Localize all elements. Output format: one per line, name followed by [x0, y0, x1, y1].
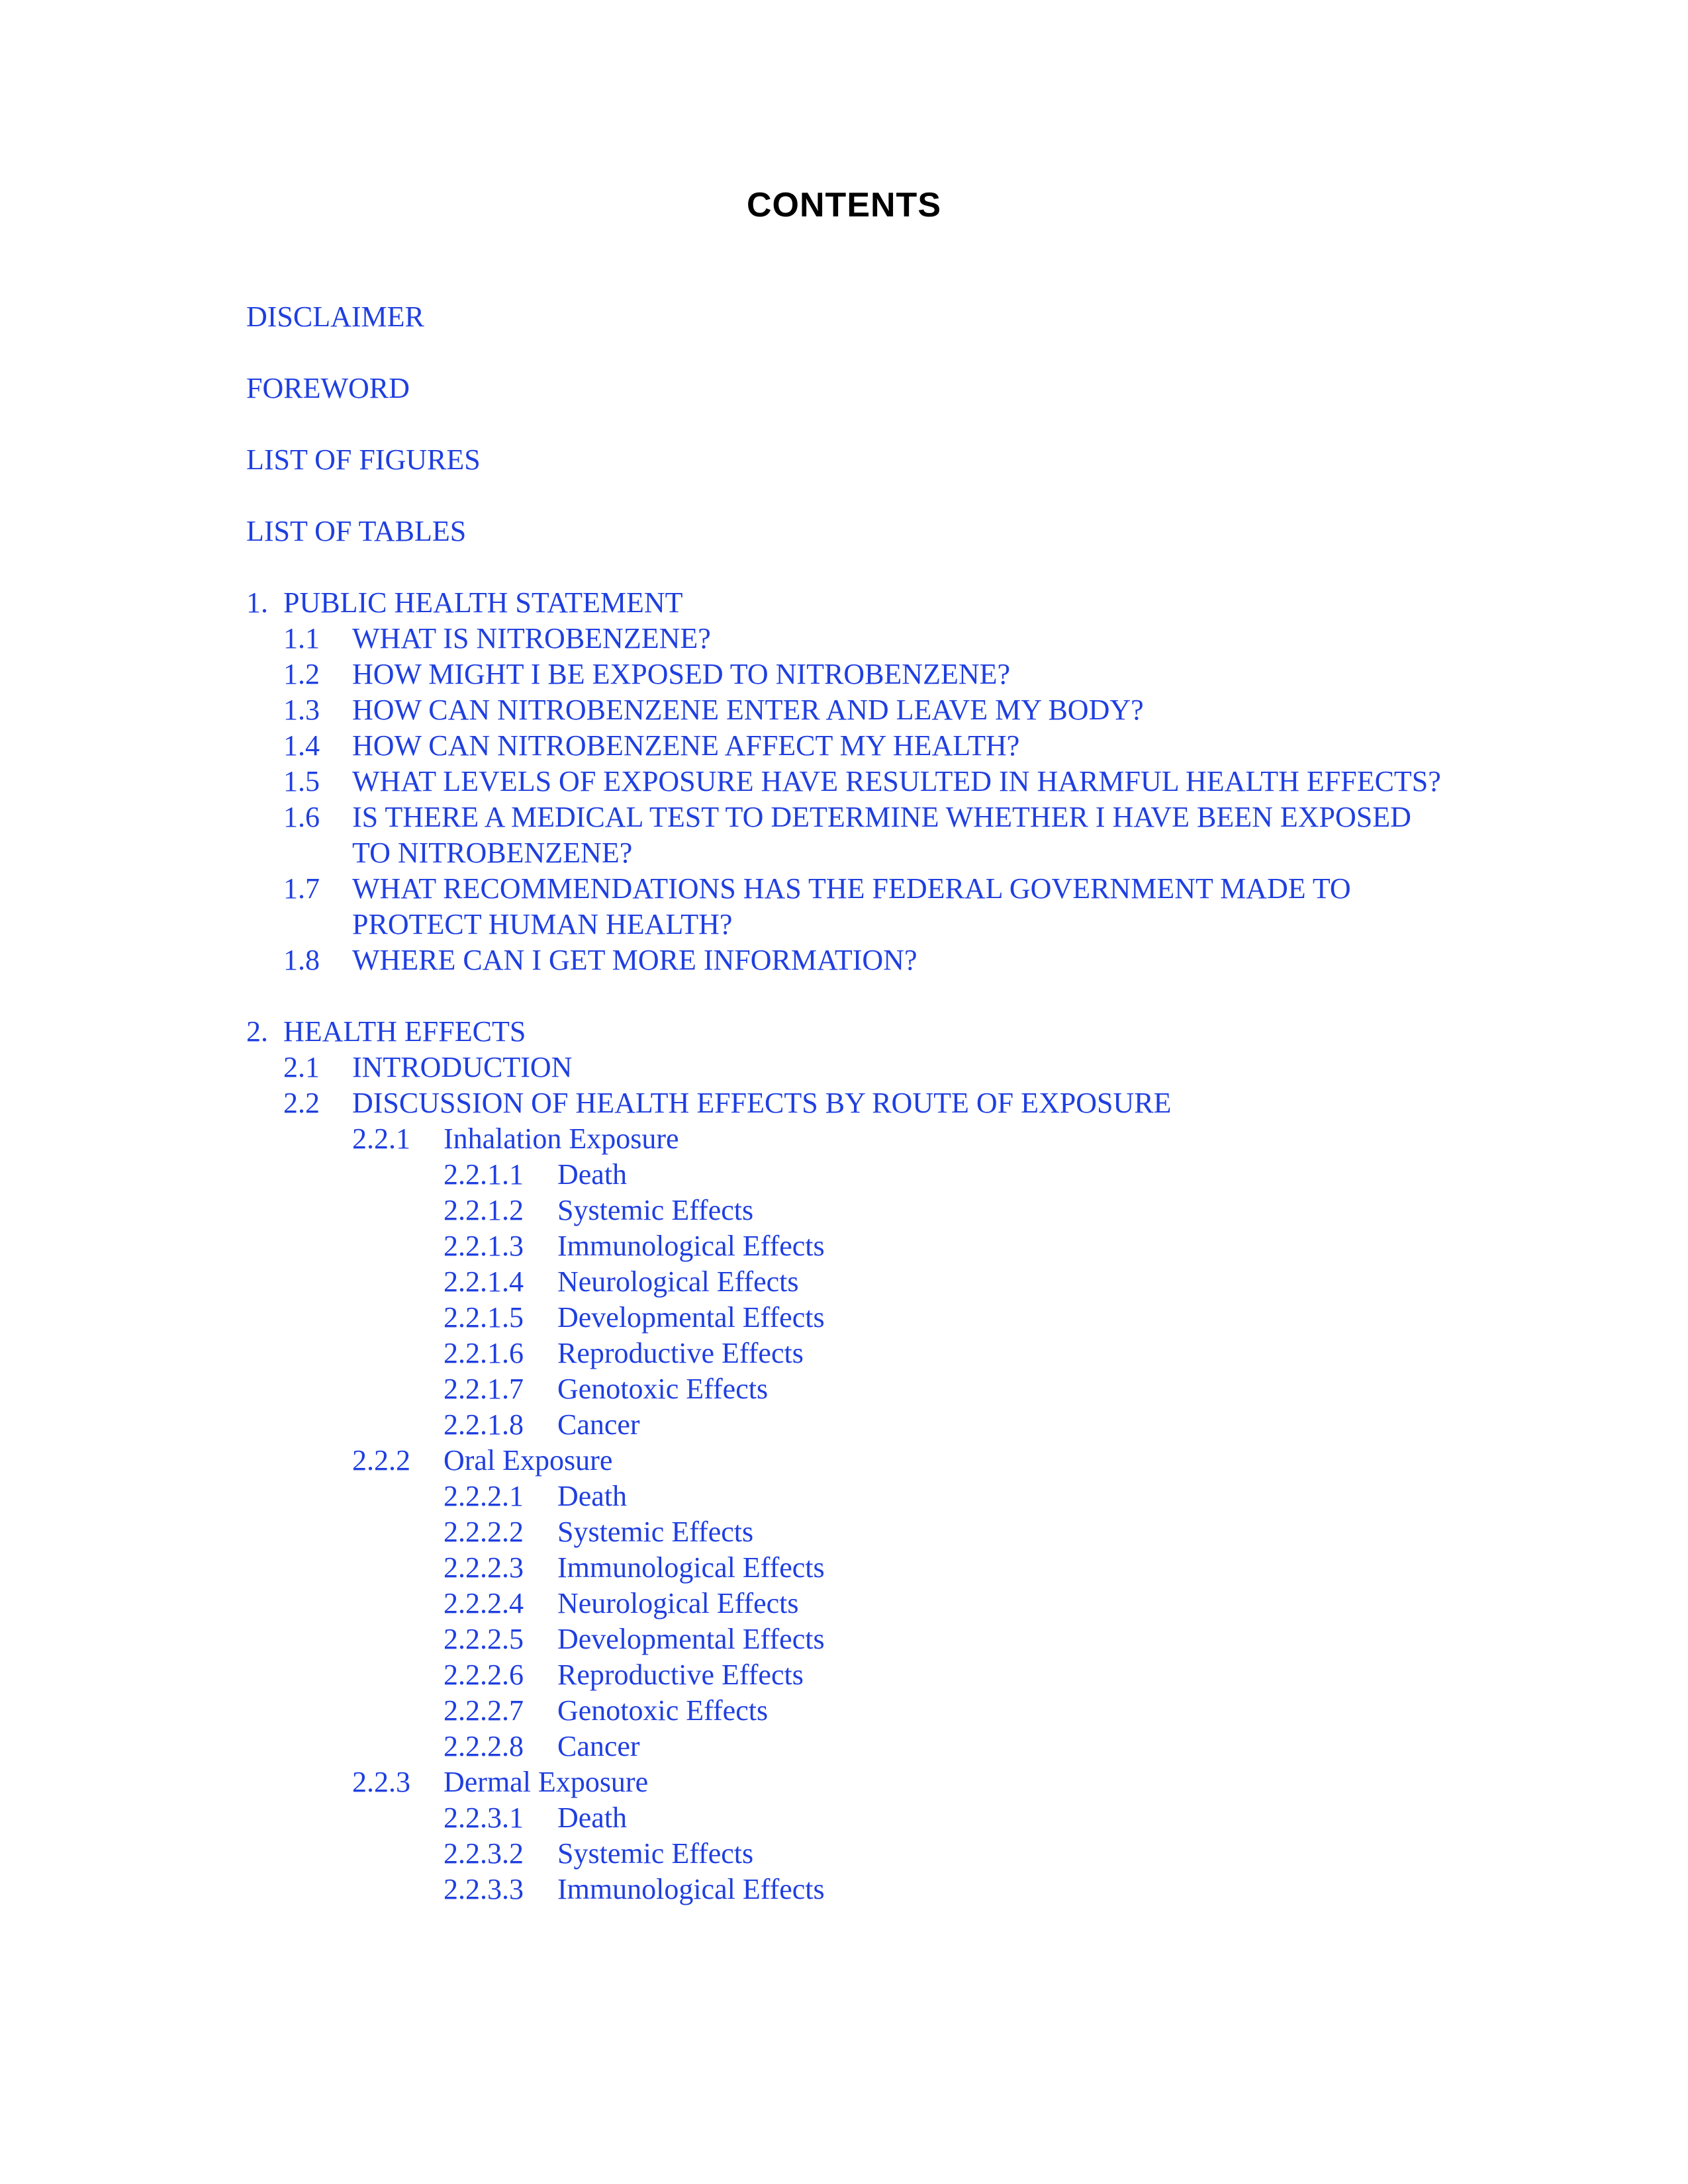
- toc-number: 2.2.1.3: [444, 1230, 524, 1262]
- toc-number: 1.8: [283, 944, 320, 976]
- toc-label: HEALTH EFFECTS: [283, 1015, 526, 1048]
- toc-number: 2.2.2.4: [444, 1587, 524, 1619]
- toc-label: Immunological Effects: [557, 1873, 825, 1905]
- toc-label: HOW MIGHT I BE EXPOSED TO NITROBENZENE?: [352, 658, 1011, 690]
- toc-item-2-2-1-7[interactable]: [246, 1371, 1451, 1407]
- toc-item-2-2-2-7[interactable]: [246, 1693, 1451, 1729]
- toc-label: Neurological Effects: [557, 1265, 799, 1298]
- toc-number: 2.2.1.8: [444, 1408, 524, 1441]
- toc-label: Dermal Exposure: [444, 1766, 649, 1798]
- toc-label: Neurological Effects: [557, 1587, 799, 1619]
- toc-label: Death: [557, 1480, 628, 1512]
- toc-number: 2.2.2: [352, 1444, 410, 1477]
- toc-label: FOREWORD: [246, 372, 410, 404]
- spacer: [246, 478, 1451, 514]
- toc-chapter-1[interactable]: [246, 585, 1451, 621]
- toc-label: Systemic Effects: [557, 1837, 754, 1870]
- toc-label: Cancer: [557, 1730, 640, 1762]
- toc-item-2-2-1-6[interactable]: [246, 1336, 1451, 1371]
- toc-number: 2.2.2.8: [444, 1730, 524, 1762]
- toc-section-1-8[interactable]: [246, 942, 1451, 978]
- toc-chapter-2[interactable]: [246, 1014, 1451, 1050]
- toc-number: 1.7: [283, 872, 320, 905]
- toc-section-1-2[interactable]: [246, 657, 1451, 692]
- toc-label: Death: [557, 1801, 628, 1834]
- toc-item-2-2-1-8[interactable]: [246, 1407, 1451, 1443]
- toc-number: 1.5: [283, 765, 320, 797]
- toc-label: Developmental Effects: [557, 1301, 825, 1334]
- toc-section-1-7[interactable]: [246, 871, 1451, 942]
- toc-label: INTRODUCTION: [352, 1051, 573, 1083]
- toc-label: IS THERE A MEDICAL TEST TO DETERMINE WHETHER I HAVE BEEN EXPOSED TO NITROBENZENE?: [352, 801, 1411, 869]
- toc-item-2-2-2-6[interactable]: [246, 1657, 1451, 1693]
- toc-number: 1.1: [283, 622, 320, 655]
- toc-number: 1.: [246, 586, 268, 619]
- toc-label: LIST OF FIGURES: [246, 443, 481, 476]
- toc-number: 1.2: [283, 658, 320, 690]
- toc-number: 1.6: [283, 801, 320, 833]
- toc-label: Death: [557, 1158, 628, 1191]
- toc-label: WHAT RECOMMENDATIONS HAS THE FEDERAL GOVERNMENT MADE TO PROTECT HUMAN HEALTH?: [352, 872, 1351, 940]
- toc-number: 2.2.3: [352, 1766, 410, 1798]
- toc-label: Genotoxic Effects: [557, 1694, 769, 1727]
- toc-number: 2.2.3.1: [444, 1801, 524, 1834]
- spacer: [246, 549, 1451, 585]
- spacer: [246, 335, 1451, 371]
- toc-label: WHAT IS NITROBENZENE?: [352, 622, 711, 655]
- toc-item-2-2-2-8[interactable]: [246, 1729, 1451, 1764]
- toc-label: HOW CAN NITROBENZENE AFFECT MY HEALTH?: [352, 729, 1020, 762]
- toc-item-2-2-1-5[interactable]: [246, 1300, 1451, 1336]
- toc-label: Oral Exposure: [444, 1444, 613, 1477]
- toc-number: 2.2.2.1: [444, 1480, 524, 1512]
- toc-item-2-2-3-1[interactable]: [246, 1800, 1451, 1836]
- toc-item-2-2-3-2[interactable]: [246, 1836, 1451, 1872]
- toc-number: 2.2.1.4: [444, 1265, 524, 1298]
- toc-number: 2.: [246, 1015, 268, 1048]
- toc-link-list-of-figures[interactable]: [246, 442, 1451, 478]
- toc-link-foreword[interactable]: [246, 371, 1451, 406]
- toc-label: DISCLAIMER: [246, 300, 424, 333]
- toc-number: 2.2.2.6: [444, 1659, 524, 1691]
- toc-label: Cancer: [557, 1408, 640, 1441]
- toc-label: Systemic Effects: [557, 1516, 754, 1548]
- toc-number: 2.2.2.2: [444, 1516, 524, 1548]
- toc-item-2-2-2-1[interactable]: [246, 1479, 1451, 1514]
- page-title: CONTENTS: [747, 186, 941, 224]
- toc-label: Developmental Effects: [557, 1623, 825, 1655]
- toc-number: 2.1: [283, 1051, 320, 1083]
- toc-item-2-2-1-2[interactable]: [246, 1193, 1451, 1228]
- table-of-contents: [246, 299, 1451, 1907]
- toc-number: 1.4: [283, 729, 320, 762]
- toc-number: 1.3: [283, 694, 320, 726]
- toc-label: Reproductive Effects: [557, 1337, 804, 1369]
- toc-section-1-6[interactable]: [246, 799, 1451, 871]
- toc-label: DISCUSSION OF HEALTH EFFECTS BY ROUTE OF EXPOSURE: [352, 1087, 1172, 1119]
- toc-number: 2.2.1.7: [444, 1373, 524, 1405]
- toc-number: 2.2.2.3: [444, 1551, 524, 1584]
- toc-subsection-2-2-3[interactable]: [246, 1764, 1451, 1800]
- toc-item-2-2-2-2[interactable]: [246, 1514, 1451, 1550]
- spacer: [246, 978, 1451, 1014]
- toc-item-2-2-2-3[interactable]: [246, 1550, 1451, 1586]
- toc-subsection-2-2-2[interactable]: [246, 1443, 1451, 1479]
- toc-section-1-3[interactable]: [246, 692, 1451, 728]
- toc-number: 2.2.1.2: [444, 1194, 524, 1226]
- toc-number: 2.2.2.5: [444, 1623, 524, 1655]
- toc-section-2-2[interactable]: [246, 1085, 1451, 1121]
- toc-number: 2.2.3.3: [444, 1873, 524, 1905]
- spacer: [246, 406, 1451, 442]
- toc-label: Immunological Effects: [557, 1551, 825, 1584]
- toc-label: WHERE CAN I GET MORE INFORMATION?: [352, 944, 917, 976]
- toc-number: 2.2.2.7: [444, 1694, 524, 1727]
- toc-number: 2.2.1.6: [444, 1337, 524, 1369]
- toc-label: LIST OF TABLES: [246, 515, 467, 547]
- toc-item-2-2-1-1[interactable]: [246, 1157, 1451, 1193]
- toc-link-list-of-tables[interactable]: [246, 514, 1451, 549]
- toc-link-disclaimer[interactable]: [246, 299, 1451, 335]
- toc-number: 2.2.1.1: [444, 1158, 524, 1191]
- toc-label: Immunological Effects: [557, 1230, 825, 1262]
- toc-number: 2.2.3.2: [444, 1837, 524, 1870]
- toc-label: PUBLIC HEALTH STATEMENT: [283, 586, 683, 619]
- toc-section-2-1[interactable]: [246, 1050, 1451, 1085]
- toc-item-2-2-3-3[interactable]: [246, 1872, 1451, 1907]
- toc-item-2-2-2-4[interactable]: [246, 1586, 1451, 1621]
- toc-label: HOW CAN NITROBENZENE ENTER AND LEAVE MY BODY?: [352, 694, 1144, 726]
- toc-number: 2.2.1: [352, 1122, 410, 1155]
- toc-section-1-1[interactable]: [246, 621, 1451, 657]
- toc-label: Inhalation Exposure: [444, 1122, 679, 1155]
- toc-item-2-2-1-3[interactable]: [246, 1228, 1451, 1264]
- toc-label: WHAT LEVELS OF EXPOSURE HAVE RESULTED IN HARMFUL HEALTH EFFECTS?: [352, 765, 1441, 797]
- toc-label: Genotoxic Effects: [557, 1373, 769, 1405]
- toc-item-2-2-1-4[interactable]: [246, 1264, 1451, 1300]
- toc-label: Systemic Effects: [557, 1194, 754, 1226]
- toc-subsection-2-2-1[interactable]: [246, 1121, 1451, 1157]
- toc-item-2-2-2-5[interactable]: [246, 1621, 1451, 1657]
- toc-section-1-5[interactable]: [246, 764, 1451, 799]
- toc-number: 2.2.1.5: [444, 1301, 524, 1334]
- toc-section-1-4[interactable]: [246, 728, 1451, 764]
- toc-label: Reproductive Effects: [557, 1659, 804, 1691]
- toc-number: 2.2: [283, 1087, 320, 1119]
